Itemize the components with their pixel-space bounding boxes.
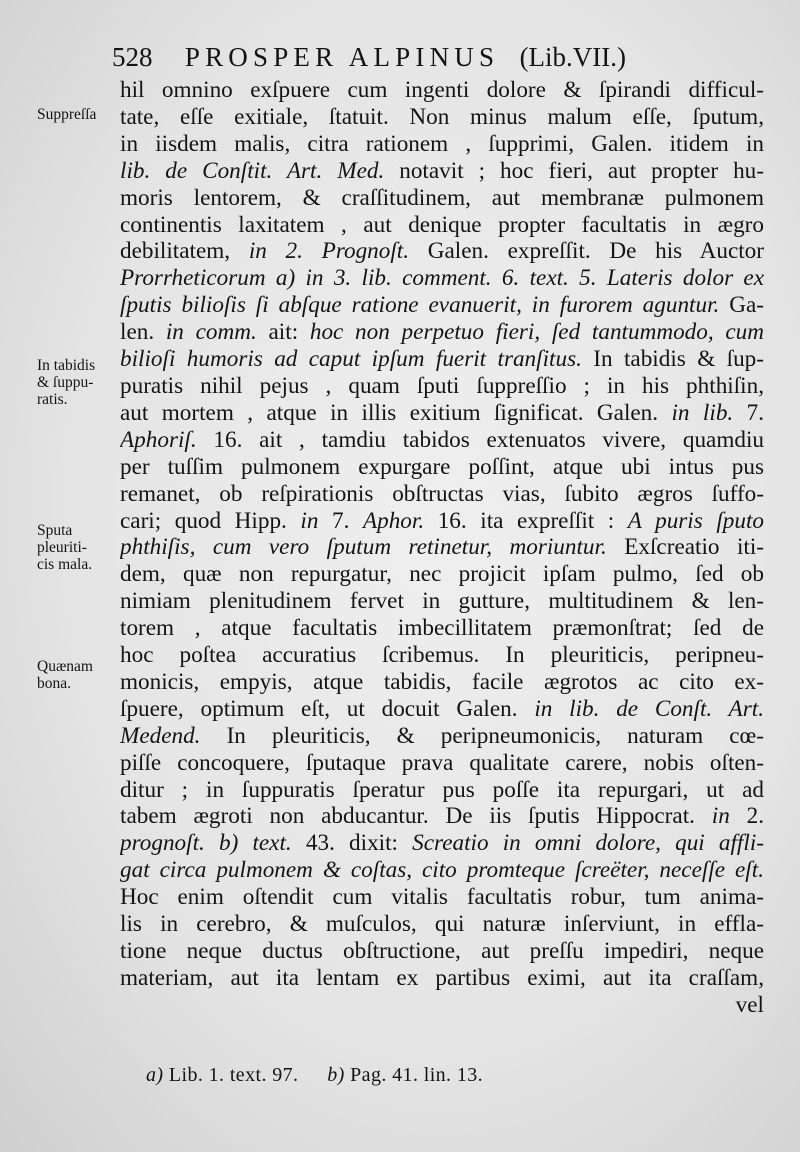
text-line	[120, 400, 764, 427]
margin-note-suppressa	[37, 106, 96, 123]
text-segment: prognoſt. b) text.	[120, 830, 292, 857]
text-line	[120, 669, 764, 696]
text-segment: ſputis bilioſis ſi abſque ratione evanuerit, in furorem aguntur.	[120, 292, 720, 319]
margin-note-line: & ſuppu-	[37, 374, 94, 391]
text-segment: gat circa pulmonem & coſtas, cito promteque ſcreëter, neceſſe eſt.	[120, 857, 764, 884]
text-segment: piſſe concoquere, ſputaque prava qualitate carere, nobis oſten-	[120, 749, 764, 776]
text-line	[120, 723, 764, 750]
text-line	[120, 104, 764, 131]
text-segment: Galen. expreſſit. De his Auctor	[409, 238, 764, 265]
footnote-b-text: Pag. 41. lin. 13.	[350, 1064, 484, 1086]
text-segment: nimiam plenitudinem fervet in gutture, multitudinem & len-	[120, 588, 764, 615]
text-line	[120, 319, 764, 346]
footnote-a-mark: a)	[146, 1064, 164, 1086]
text-segment: 16. ita expreſſit :	[424, 507, 628, 534]
text-segment: bilioſi humoris ad caput ipſum fuerit tranſitus.	[120, 346, 582, 373]
text-segment: torem , atque facultatis imbecillitatem præmonſtrat; ſed de	[120, 615, 764, 642]
text-line	[120, 158, 764, 185]
margin-note-in-tabidis	[37, 357, 95, 408]
text-segment: hoc non perpetuo fieri, ſed tantummodo, cum	[309, 319, 764, 346]
margin-note-line: ratis.	[37, 391, 68, 408]
text-segment: in iisdem malis, citra rationem , ſupprimi, Galen. itidem in	[120, 130, 764, 157]
text-line	[120, 857, 764, 884]
margin-note-quaenam	[37, 658, 93, 692]
text-segment: lib. de Conſtit. Art. Med.	[120, 157, 385, 184]
text-segment: vel	[735, 991, 764, 1018]
text-segment: Prorrheticorum a) in 3. lib. comment. 6. text. 5. Lateris dolor ex	[120, 265, 764, 292]
text-segment: puratis nihil pejus , quam ſputi ſuppreſſio ; in his phthiſin,	[120, 372, 764, 399]
text-segment: ait:	[256, 319, 310, 346]
text-segment: cari; quod Hipp.	[120, 507, 301, 534]
text-line	[120, 911, 764, 938]
text-segment: len.	[120, 319, 166, 346]
text-segment: tate, eſſe exitiale, ſtatuit. Non minus malum eſſe, ſputum,	[120, 103, 764, 130]
text-line	[120, 830, 764, 857]
text-segment: ſpuere, optimum eſt, ut docuit Galen.	[120, 695, 535, 722]
text-line	[120, 238, 764, 265]
text-line	[120, 265, 764, 292]
margin-note-line: In tabidis	[37, 357, 96, 374]
text-segment: 2.	[729, 803, 764, 830]
text-segment: in lib.	[671, 399, 734, 426]
text-line	[120, 642, 764, 669]
text-segment: 7.	[318, 507, 363, 534]
text-segment: Exſcreatio iti-	[606, 534, 764, 561]
text-segment: aut mortem , atque in illis exitium ſignificat. Galen.	[120, 399, 672, 426]
text-line	[120, 534, 764, 561]
text-segment: in	[711, 803, 730, 830]
text-segment: moris lentorem, & craſſitudinem, aut membranæ pulmonem	[120, 184, 764, 211]
book-reference: (Lib.VII.)	[519, 42, 627, 72]
page-number: 528	[112, 42, 153, 72]
text-line	[120, 938, 764, 965]
text-segment: in comm.	[165, 319, 257, 346]
text-segment: Screatio in omni dolore, qui affli-	[412, 830, 764, 857]
text-segment: A puris ſputo	[627, 507, 764, 534]
text-line	[120, 373, 764, 400]
text-line	[120, 77, 764, 104]
text-line	[120, 346, 764, 373]
text-segment: debilitatem,	[120, 238, 249, 265]
text-line	[120, 615, 764, 642]
margin-note-line: Quænam	[37, 658, 93, 675]
text-segment: In pleuriticis, & peripneumonicis, naturam cœ-	[200, 722, 764, 749]
text-segment: Medend.	[120, 722, 201, 749]
text-line	[120, 481, 764, 508]
margin-note-line: cis mala.	[37, 556, 93, 573]
text-line	[120, 750, 764, 777]
running-title: PROSPER ALPINUS	[184, 42, 500, 72]
margin-note-line: Sputa	[37, 522, 73, 539]
text-segment: Aphoriſ.	[120, 426, 197, 453]
margin-note-line: bona.	[37, 675, 72, 692]
text-segment: tabem ægroti non abducantur. De iis ſputis Hippocrat.	[120, 803, 712, 830]
text-segment: in 2. Prognoſt.	[248, 238, 410, 265]
text-line	[120, 131, 764, 158]
text-segment: Ga-	[719, 292, 764, 319]
text-line	[120, 561, 764, 588]
text-line	[120, 292, 764, 319]
text-segment: tione neque ductus obſtructione, aut preſſu impediri, neque	[120, 938, 764, 964]
text-segment: 7.	[733, 399, 764, 426]
text-segment: 43. dixit:	[291, 830, 413, 857]
text-line	[120, 803, 764, 830]
text-segment: notavit ; hoc fieri, aut propter hu-	[384, 157, 764, 184]
text-line	[120, 965, 764, 992]
text-segment: In tabidis & ſup-	[581, 346, 764, 373]
footnote-a-text: Lib. 1. text. 97.	[168, 1064, 299, 1086]
text-segment: in lib. de Conſt. Art.	[534, 695, 764, 722]
footnote-b-mark: b)	[327, 1064, 345, 1086]
text-segment: dem, quæ non repurgatur, nec projicit ipſam pulmo, ſed ob	[120, 561, 764, 588]
text-line	[120, 777, 764, 804]
text-line	[120, 508, 764, 535]
text-segment: Aphor.	[362, 507, 425, 534]
text-line	[120, 588, 764, 615]
text-segment: in	[300, 507, 319, 534]
text-segment: 16. ait , tamdiu tabidos extenuatos vivere, quamdiu	[196, 426, 764, 453]
text-segment: hil omnino exſpuere cum ingenti dolore & ſpirandi difficul-	[120, 77, 764, 103]
text-line	[120, 884, 764, 911]
margin-note-line: Suppreſſa	[37, 106, 97, 123]
text-segment: monicis, empyis, atque tabidis, facile ægrotos ac cito ex-	[120, 668, 764, 695]
text-segment: per tuſſim pulmonem expurgare poſſint, atque ubi intus pus	[120, 453, 764, 480]
footnotes	[146, 1064, 483, 1087]
text-line	[120, 992, 764, 1019]
text-segment: continentis laxitatem , aut denique propter facultatis in ægro	[120, 211, 764, 238]
body-text	[120, 77, 764, 1019]
text-line	[120, 696, 764, 723]
text-line	[120, 212, 764, 239]
margin-note-line: pleuriti-	[37, 539, 87, 556]
text-segment: ditur ; in ſuppuratis ſperatur pus poſſe ita repurgari, ut ad	[120, 776, 764, 803]
text-segment: hoc poſtea accuratius ſcribemus. In pleuriticis, peripneu-	[120, 642, 764, 669]
text-segment: lis in cerebro, & muſculos, qui naturæ inſerviunt, in effla-	[120, 911, 764, 938]
running-header	[112, 42, 762, 73]
margin-note-sputa	[37, 522, 92, 573]
text-line	[120, 454, 764, 481]
text-segment: phthiſis, cum vero ſputum retinetur, moriuntur.	[120, 534, 607, 561]
text-segment: Hoc enim oſtendit cum vitalis facultatis robur, tum anima-	[120, 884, 764, 911]
text-segment: materiam, aut ita lentam ex partibus eximi, aut ita craſſam,	[120, 964, 764, 991]
text-line	[120, 427, 764, 454]
text-segment: remanet, ob reſpirationis obſtructas vias, ſubito ægros ſuffo-	[120, 480, 764, 507]
text-line	[120, 185, 764, 212]
